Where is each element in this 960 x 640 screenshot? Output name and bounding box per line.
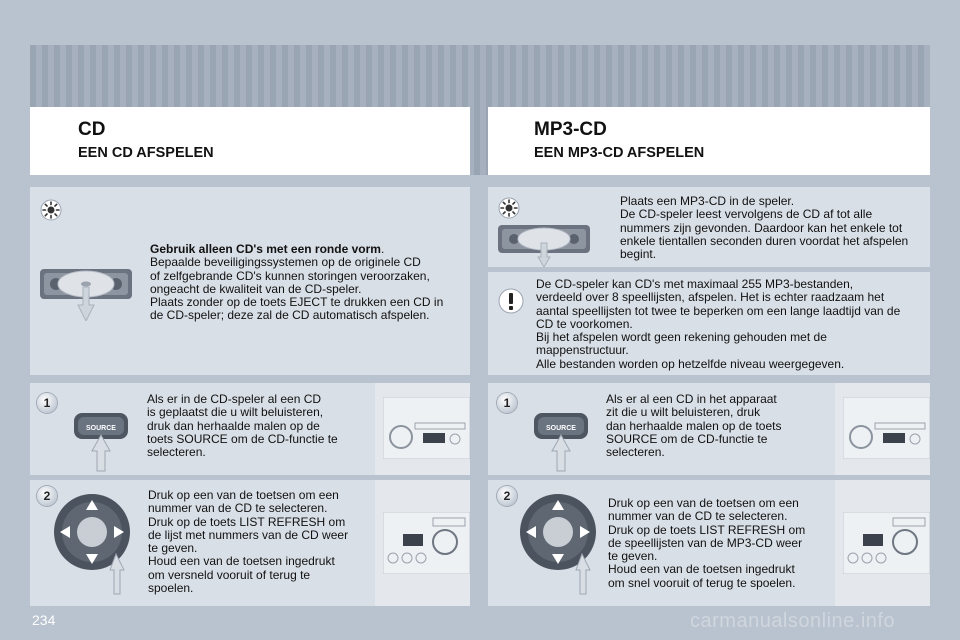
- source-button-icon: [70, 407, 132, 473]
- arrow-dial-icon: [52, 492, 132, 596]
- step-line: Houd een van de toetsen ingedrukt: [148, 554, 335, 569]
- step-line: selecteren.: [606, 445, 665, 460]
- left-info-panel: [30, 187, 470, 375]
- info-line: of zelfgebrande CD's kunnen storingen veroorzaken,: [150, 268, 430, 283]
- right-info-text: [620, 195, 928, 261]
- radio-unit-icon: [843, 512, 930, 574]
- step-number-badge: 2: [497, 486, 517, 506]
- info-line: Plaats zonder op de toets EJECT te drukken een CD in: [150, 295, 444, 310]
- step-line: dan herhaalde malen op de toets: [606, 418, 782, 433]
- right-step1-text: [606, 393, 826, 459]
- step-line: Als er al een CD in het apparaat: [606, 392, 777, 406]
- warn-line: CD te voorkomen.: [536, 316, 633, 331]
- left-info-text: Gebruik alleen CD's met een ronde vorm. Bepaalde beveiligingssystemen op de originele CD of zelfgebrande CD's kunnen storingen veroorzaken, ongeacht de kwaliteit van de CD-speler. Plaats zonder op de toets EJECT te drukken een CD in de CD-speler; deze zal de CD automatisch afspelen.: [150, 243, 465, 323]
- step-line: druk dan herhaalde malen op de: [147, 418, 320, 433]
- step-number-badge: 1: [497, 393, 517, 413]
- step-line: Druk op de toets LIST REFRESH om: [608, 522, 806, 537]
- step-line: Druk op een van de toetsen om een: [148, 488, 339, 502]
- warn-line: Bij het afspelen wordt geen rekening gehouden met de: [536, 330, 827, 345]
- step-line: om versneld vooruit of terug te: [148, 567, 311, 582]
- left-title: CD: [78, 119, 106, 140]
- right-warning-text: [536, 278, 928, 371]
- step-line: Druk op de toets LIST REFRESH om: [148, 514, 346, 529]
- step-number-badge: 2: [37, 486, 57, 506]
- info-line: enkele tientallen seconden duren voordat het afspelen: [620, 233, 909, 248]
- cd-player-icon: [498, 223, 590, 267]
- arrow-dial-icon: [518, 492, 598, 596]
- step-line: toets SOURCE om de CD-functie te: [147, 431, 338, 446]
- radio-unit-icon: [383, 397, 470, 459]
- warn-line: De CD-speler kan CD's met maximaal 255 MP3-bestanden,: [536, 277, 854, 291]
- left-step2-panel: [30, 480, 470, 606]
- step-line: te geven.: [148, 541, 198, 556]
- radio-unit-icon: [383, 512, 470, 574]
- light-bulb-icon: [498, 197, 520, 219]
- right-title: MP3-CD: [534, 119, 607, 140]
- left-step1-panel: [30, 383, 470, 475]
- step-line: de speellijsten van de MP3-CD weer: [608, 535, 803, 550]
- right-info-panel: [488, 187, 930, 267]
- radio-unit-icon: [843, 397, 930, 459]
- info-line: Plaats een MP3-CD in de speler.: [620, 194, 795, 208]
- right-step2-image: [835, 480, 930, 606]
- right-step1-image: [835, 383, 930, 475]
- step-line: is geplaatst die u wilt beluisteren,: [147, 405, 324, 420]
- source-label: SOURCE: [86, 425, 116, 432]
- left-step2-image: [375, 480, 470, 606]
- warn-line: aantal speellijsten tot twee te beperken om een lange laadtijd van de: [536, 303, 901, 318]
- right-step2-text: [608, 497, 833, 590]
- step-line: te geven.: [608, 549, 658, 564]
- info-line: ongeacht de kwaliteit van de CD-speler.: [150, 281, 362, 296]
- right-subtitle: EEN MP3-CD AFSPELEN: [534, 145, 705, 161]
- step-line: SOURCE om de CD-functie te: [606, 431, 768, 446]
- left-step1-text: [147, 393, 367, 459]
- step-line: selecteren.: [147, 445, 206, 460]
- right-title-box: [488, 107, 930, 175]
- left-step2-text: [148, 489, 373, 595]
- left-subtitle: EEN CD AFSPELEN: [78, 145, 214, 161]
- footer-watermark: carmanualsonline.info: [690, 610, 896, 632]
- step-line: spoelen.: [148, 581, 194, 596]
- warn-line: mappenstructuur.: [536, 343, 629, 358]
- round-cd-warning: Gebruik alleen CD's met een ronde vorm: [150, 242, 381, 256]
- page-number: 234: [32, 612, 56, 628]
- step-line: nummer van de CD te selecteren.: [148, 501, 328, 516]
- cd-player-icon: [40, 265, 132, 321]
- info-line: nummers zijn gevonden. Daardoor kan het enkele tot: [620, 220, 903, 235]
- light-bulb-icon: [40, 199, 62, 221]
- step-line: om snel vooruit of terug te spoelen.: [608, 575, 796, 590]
- left-step1-image: [375, 383, 470, 475]
- info-line: begint.: [620, 247, 657, 262]
- info-line: Bepaalde beveiligingssystemen op de originele CD: [150, 255, 421, 270]
- info-line: de CD-speler; deze zal de CD automatisch afspelen.: [150, 308, 430, 323]
- exclamation-icon: [498, 288, 524, 314]
- step-line: de lijst met nummers van de CD weer: [148, 527, 349, 542]
- step-line: Druk op een van de toetsen om een: [608, 496, 799, 510]
- source-label: SOURCE: [546, 425, 576, 432]
- step-line: zit die u wilt beluisteren, druk: [606, 405, 761, 420]
- step-line: Als er in de CD-speler al een CD: [147, 392, 322, 406]
- step-line: nummer van de CD te selecteren.: [608, 509, 788, 524]
- step-number-badge: 1: [37, 393, 57, 413]
- warn-line: Alle bestanden worden op hetzelfde niveau weergegeven.: [536, 356, 845, 371]
- right-step1-panel: [488, 383, 930, 475]
- left-title-box: [30, 107, 470, 175]
- info-line: De CD-speler leest vervolgens de CD af tot alle: [620, 207, 873, 222]
- warn-line: verdeeld over 8 speellijsten, afspelen. Het is echter raadzaam het: [536, 290, 885, 305]
- step-line: Houd een van de toetsen ingedrukt: [608, 562, 795, 577]
- right-warning-panel: [488, 272, 930, 375]
- source-button-icon: [530, 407, 592, 473]
- right-step2-panel: [488, 480, 930, 606]
